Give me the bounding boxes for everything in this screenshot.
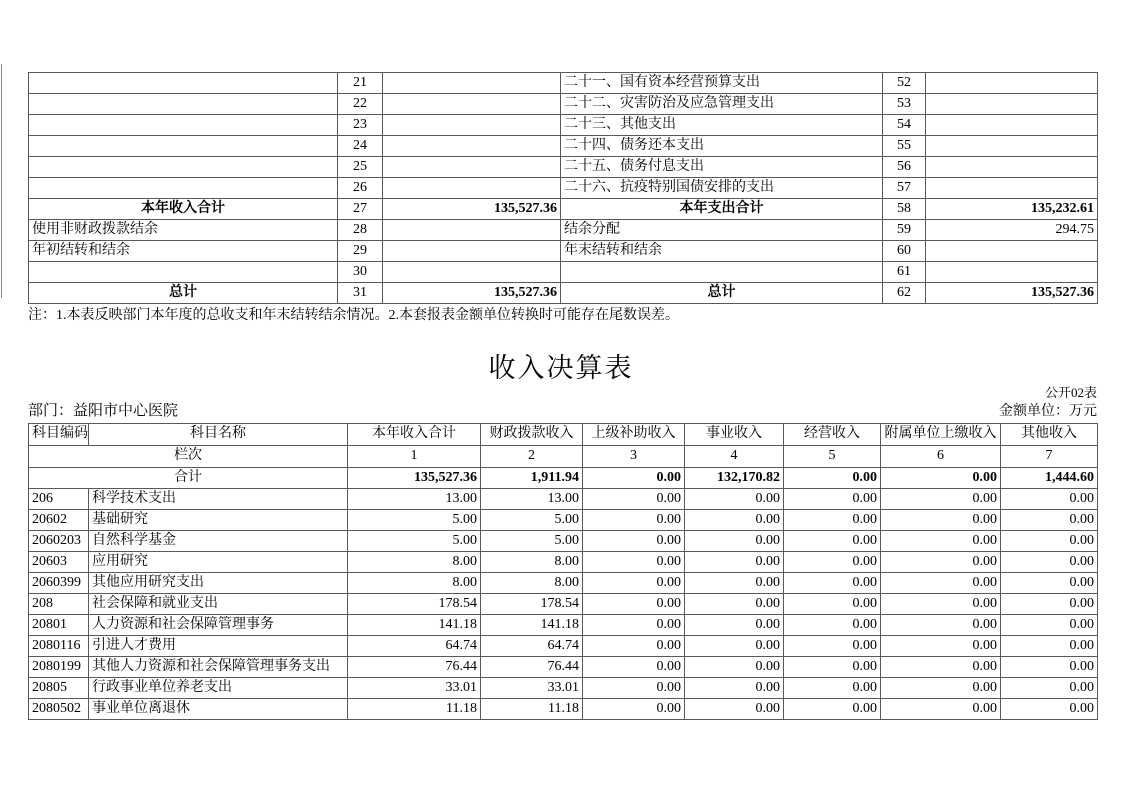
income-amount: 0.00 (784, 573, 881, 594)
income-row (29, 636, 1098, 657)
summary-right-line-no: 54 (883, 115, 926, 136)
income-amount: 0.00 (583, 510, 685, 531)
income-amount: 8.00 (481, 573, 583, 594)
income-amount: 0.00 (784, 531, 881, 552)
total-value: 1,444.60 (1001, 468, 1098, 489)
income-amount: 8.00 (348, 552, 481, 573)
income-amount: 0.00 (685, 657, 784, 678)
summary-row (29, 262, 1098, 283)
summary-left-item: 本年收入合计 (29, 199, 338, 220)
header-subject-name: 科目名称 (89, 424, 348, 446)
income-amount: 0.00 (881, 552, 1001, 573)
income-amount: 141.18 (348, 615, 481, 636)
income-amount: 0.00 (881, 510, 1001, 531)
income-subject-code: 2080502 (29, 699, 89, 720)
income-row (29, 678, 1098, 699)
income-amount: 0.00 (784, 636, 881, 657)
total-value: 132,170.82 (685, 468, 784, 489)
income-amount: 0.00 (685, 594, 784, 615)
income-amount: 0.00 (881, 594, 1001, 615)
income-amount: 0.00 (1001, 657, 1098, 678)
summary-right-item: 年末结转和结余 (561, 241, 883, 262)
summary-row (29, 157, 1098, 178)
col-number: 3 (583, 446, 685, 468)
summary-right-amount (926, 94, 1098, 115)
summary-right-item: 本年支出合计 (561, 199, 883, 220)
income-subject-code: 206 (29, 489, 89, 510)
income-amount: 0.00 (583, 573, 685, 594)
header-superior-subsidy: 上级补助收入 (583, 424, 685, 446)
summary-left-item (29, 94, 338, 115)
income-amount: 141.18 (481, 615, 583, 636)
income-amount: 5.00 (348, 510, 481, 531)
income-amount: 0.00 (685, 531, 784, 552)
summary-right-amount (926, 115, 1098, 136)
income-amount: 11.18 (348, 699, 481, 720)
income-amount: 0.00 (583, 699, 685, 720)
col-number: 6 (881, 446, 1001, 468)
income-amount: 0.00 (583, 657, 685, 678)
summary-left-line-no: 23 (338, 115, 383, 136)
header-affiliated-unit-income: 附属单位上缴收入 (881, 424, 1001, 446)
header-other-income: 其他收入 (1001, 424, 1098, 446)
income-amount: 0.00 (881, 636, 1001, 657)
summary-left-line-no: 27 (338, 199, 383, 220)
income-amount: 0.00 (784, 657, 881, 678)
income-amount: 33.01 (481, 678, 583, 699)
unit-label: 金额单位：万元 (999, 404, 1097, 419)
summary-left-line-no: 28 (338, 220, 383, 241)
income-row (29, 489, 1098, 510)
income-amount: 0.00 (685, 489, 784, 510)
income-amount: 0.00 (685, 552, 784, 573)
summary-left-line-no: 21 (338, 73, 383, 94)
lanci-label: 栏次 (29, 446, 348, 468)
summary-right-line-no: 57 (883, 178, 926, 199)
summary-left-item (29, 178, 338, 199)
column-number-row (29, 446, 1098, 468)
header-fiscal-appropriation: 财政拨款收入 (481, 424, 583, 446)
summary-right-item: 二十三、其他支出 (561, 115, 883, 136)
income-subject-name: 社会保障和就业支出 (89, 594, 348, 615)
income-amount: 0.00 (784, 552, 881, 573)
summary-left-line-no: 31 (338, 283, 383, 304)
summary-right-line-no: 62 (883, 283, 926, 304)
summary-right-line-no: 53 (883, 94, 926, 115)
page-title: 收入决算表 (488, 353, 634, 383)
income-amount: 178.54 (481, 594, 583, 615)
total-value: 0.00 (881, 468, 1001, 489)
total-value: 135,527.36 (348, 468, 481, 489)
income-amount: 0.00 (685, 699, 784, 720)
header-total-income: 本年收入合计 (348, 424, 481, 446)
summary-left-amount (383, 136, 561, 157)
summary-left-line-no: 25 (338, 157, 383, 178)
summary-right-amount (926, 178, 1098, 199)
summary-right-item: 二十五、债务付息支出 (561, 157, 883, 178)
income-amount: 0.00 (784, 510, 881, 531)
income-subject-name: 人力资源和社会保障管理事务 (89, 615, 348, 636)
income-subject-name: 其他人力资源和社会保障管理事务支出 (89, 657, 348, 678)
income-subject-code: 2060399 (29, 573, 89, 594)
income-amount: 5.00 (481, 510, 583, 531)
department-label: 部门：益阳市中心医院 (28, 403, 179, 419)
income-amount: 76.44 (481, 657, 583, 678)
summary-left-item (29, 136, 338, 157)
income-amount: 0.00 (1001, 699, 1098, 720)
summary-right-amount (926, 136, 1098, 157)
summary-left-amount: 135,527.36 (383, 199, 561, 220)
income-amount: 0.00 (685, 636, 784, 657)
income-amount: 0.00 (583, 615, 685, 636)
income-subject-name: 科学技术支出 (89, 489, 348, 510)
form-number: 公开02表 (1044, 385, 1097, 400)
col-number: 2 (481, 446, 583, 468)
header-business-income: 经营收入 (784, 424, 881, 446)
income-amount: 11.18 (481, 699, 583, 720)
income-amount: 0.00 (1001, 615, 1098, 636)
page-edge-line (1, 64, 2, 298)
income-amount: 0.00 (1001, 678, 1098, 699)
summary-left-amount (383, 241, 561, 262)
summary-right-amount (926, 73, 1098, 94)
summary-right-item (561, 262, 883, 283)
income-amount: 0.00 (1001, 573, 1098, 594)
income-amount: 0.00 (583, 489, 685, 510)
income-subject-name: 其他应用研究支出 (89, 573, 348, 594)
income-amount: 0.00 (881, 531, 1001, 552)
summary-left-item: 总计 (29, 283, 338, 304)
summary-right-line-no: 58 (883, 199, 926, 220)
income-amount: 0.00 (685, 678, 784, 699)
income-header-row (29, 424, 1098, 446)
income-amount: 0.00 (784, 678, 881, 699)
income-amount: 5.00 (481, 531, 583, 552)
summary-right-line-no: 59 (883, 220, 926, 241)
income-amount: 33.01 (348, 678, 481, 699)
income-amount: 178.54 (348, 594, 481, 615)
summary-left-amount (383, 94, 561, 115)
income-subject-name: 引进人才费用 (89, 636, 348, 657)
summary-row (29, 136, 1098, 157)
summary-left-amount (383, 220, 561, 241)
income-subject-name: 基础研究 (89, 510, 348, 531)
income-row (29, 531, 1098, 552)
income-subject-code: 20805 (29, 678, 89, 699)
summary-right-amount: 135,527.36 (926, 283, 1098, 304)
summary-row (29, 241, 1098, 262)
income-amount: 0.00 (1001, 489, 1098, 510)
summary-left-line-no: 26 (338, 178, 383, 199)
summary-right-item: 二十一、国有资本经营预算支出 (561, 73, 883, 94)
income-subject-name: 应用研究 (89, 552, 348, 573)
col-number: 7 (1001, 446, 1098, 468)
income-amount: 0.00 (1001, 552, 1098, 573)
summary-left-amount: 135,527.36 (383, 283, 561, 304)
income-amount: 0.00 (685, 573, 784, 594)
income-subject-code: 20801 (29, 615, 89, 636)
total-value: 1,911.94 (481, 468, 583, 489)
summary-right-line-no: 56 (883, 157, 926, 178)
summary-right-item: 结余分配 (561, 220, 883, 241)
summary-left-item (29, 157, 338, 178)
summary-left-amount (383, 262, 561, 283)
income-amount: 0.00 (881, 489, 1001, 510)
income-amount: 0.00 (583, 552, 685, 573)
income-row (29, 573, 1098, 594)
income-subject-name: 自然科学基金 (89, 531, 348, 552)
summary-right-amount (926, 241, 1098, 262)
income-amount: 76.44 (348, 657, 481, 678)
income-amount: 0.00 (784, 489, 881, 510)
summary-right-item: 二十六、抗疫特别国债安排的支出 (561, 178, 883, 199)
income-row (29, 594, 1098, 615)
total-value: 0.00 (784, 468, 881, 489)
income-subject-code: 20602 (29, 510, 89, 531)
income-amount: 0.00 (685, 510, 784, 531)
income-total-row (29, 468, 1098, 489)
income-table (28, 423, 1098, 720)
income-amount: 0.00 (784, 699, 881, 720)
total-value: 0.00 (583, 468, 685, 489)
income-subject-code: 2060203 (29, 531, 89, 552)
income-amount: 64.74 (348, 636, 481, 657)
summary-left-item (29, 73, 338, 94)
income-amount: 0.00 (1001, 594, 1098, 615)
summary-right-item: 二十四、债务还本支出 (561, 136, 883, 157)
col-number: 4 (685, 446, 784, 468)
summary-row (29, 178, 1098, 199)
income-subject-code: 2080116 (29, 636, 89, 657)
income-amount: 0.00 (583, 594, 685, 615)
income-amount: 0.00 (583, 531, 685, 552)
summary-left-line-no: 22 (338, 94, 383, 115)
income-amount: 0.00 (881, 678, 1001, 699)
summary-right-amount (926, 157, 1098, 178)
col-number: 5 (784, 446, 881, 468)
summary-row (29, 283, 1098, 304)
summary-right-item: 总计 (561, 283, 883, 304)
income-amount: 0.00 (1001, 636, 1098, 657)
summary-right-item: 二十二、灾害防治及应急管理支出 (561, 94, 883, 115)
col-number: 1 (348, 446, 481, 468)
summary-table-body (29, 73, 1098, 304)
summary-left-line-no: 30 (338, 262, 383, 283)
income-subject-name: 行政事业单位养老支出 (89, 678, 348, 699)
summary-left-amount (383, 178, 561, 199)
income-amount: 13.00 (481, 489, 583, 510)
income-amount: 0.00 (583, 678, 685, 699)
summary-left-line-no: 29 (338, 241, 383, 262)
income-row (29, 699, 1098, 720)
income-amount: 5.00 (348, 531, 481, 552)
income-row (29, 615, 1098, 636)
summary-left-item: 使用非财政拨款结余 (29, 220, 338, 241)
income-row (29, 510, 1098, 531)
summary-row (29, 115, 1098, 136)
income-amount: 0.00 (784, 615, 881, 636)
income-subject-code: 20603 (29, 552, 89, 573)
income-table-body (29, 489, 1098, 720)
income-amount: 64.74 (481, 636, 583, 657)
summary-right-line-no: 52 (883, 73, 926, 94)
income-row (29, 657, 1098, 678)
income-amount: 0.00 (881, 573, 1001, 594)
income-amount: 13.00 (348, 489, 481, 510)
total-label: 合计 (29, 468, 348, 489)
summary-right-line-no: 61 (883, 262, 926, 283)
income-subject-code: 2080199 (29, 657, 89, 678)
income-amount: 0.00 (685, 615, 784, 636)
income-amount: 0.00 (583, 636, 685, 657)
summary-row (29, 94, 1098, 115)
income-amount: 0.00 (784, 594, 881, 615)
income-amount: 8.00 (481, 552, 583, 573)
summary-left-item (29, 262, 338, 283)
summary-row (29, 73, 1098, 94)
summary-right-line-no: 55 (883, 136, 926, 157)
summary-left-amount (383, 157, 561, 178)
income-subject-name: 事业单位离退休 (89, 699, 348, 720)
header-operating-income: 事业收入 (685, 424, 784, 446)
summary-left-amount (383, 115, 561, 136)
summary-right-line-no: 60 (883, 241, 926, 262)
income-amount: 0.00 (1001, 531, 1098, 552)
income-amount: 0.00 (881, 699, 1001, 720)
summary-left-item (29, 115, 338, 136)
income-amount: 0.00 (1001, 510, 1098, 531)
summary-right-amount: 135,232.61 (926, 199, 1098, 220)
summary-left-line-no: 24 (338, 136, 383, 157)
income-amount: 0.00 (881, 615, 1001, 636)
header-subject-code: 科目编码 (29, 424, 89, 446)
income-amount: 0.00 (881, 657, 1001, 678)
summary-right-amount: 294.75 (926, 220, 1098, 241)
table-note: 注：1.本表反映部门本年度的总收支和年末结转结余情况。2.本套报表金额单位转换时可能存在尾数误差。 (28, 308, 679, 323)
income-amount: 8.00 (348, 573, 481, 594)
income-subject-code: 208 (29, 594, 89, 615)
summary-row (29, 199, 1098, 220)
summary-row (29, 220, 1098, 241)
summary-table (28, 72, 1098, 304)
summary-left-item: 年初结转和结余 (29, 241, 338, 262)
income-row (29, 552, 1098, 573)
summary-right-amount (926, 262, 1098, 283)
summary-left-amount (383, 73, 561, 94)
